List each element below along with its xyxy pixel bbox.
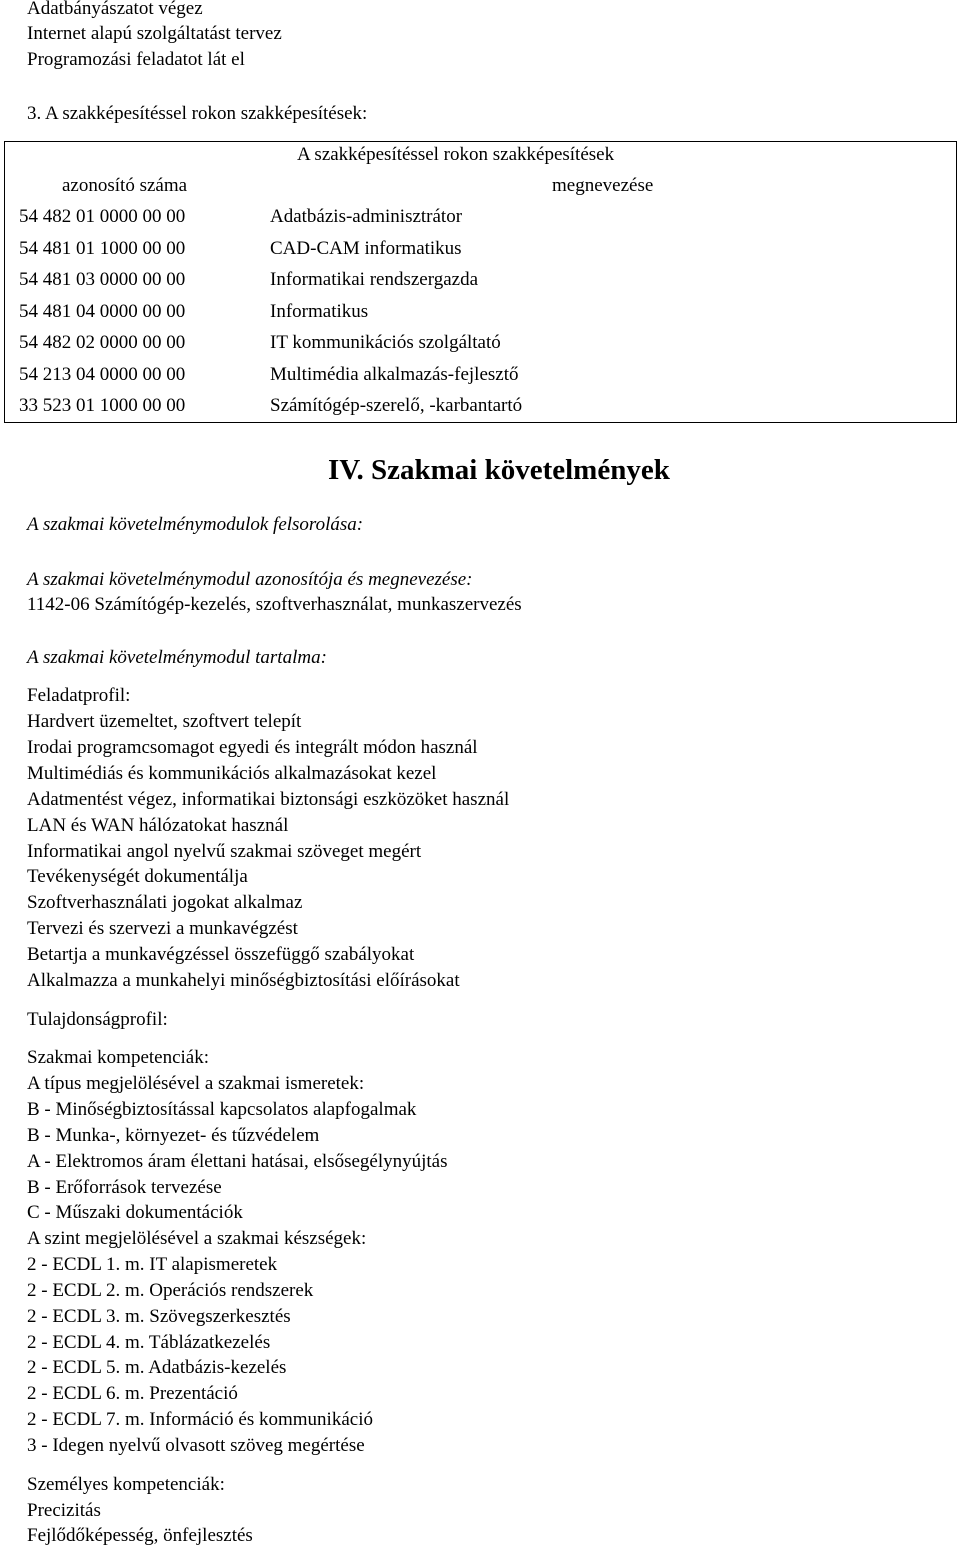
list-item: B - Munka-, környezet- és tűzvédelem [27,1125,320,1146]
list-item: 2 - ECDL 6. m. Prezentáció [27,1383,238,1404]
section4-heading: IV. Szakmai követelmények [328,454,670,486]
table-row [5,330,956,361]
qualification-code: 54 482 02 0000 00 00 [19,332,186,353]
knowledge-label: A típus megjelölésével a szakmai ismeretek: [27,1073,365,1094]
list-item: Adatmentést végez, informatikai biztonsági eszközöket használ [27,789,510,810]
table-row [5,299,956,330]
list-item: 2 - ECDL 1. m. IT alapismeretek [27,1254,278,1275]
list-item: Szoftverhasználati jogokat alkalmaz [27,892,303,913]
list-item: A - Elektromos áram élettani hatásai, elsősegélynyújtás [27,1151,448,1172]
module-id-label: A szakmai követelménymodul azonosítója és megnevezése: [27,569,473,590]
list-item: Fejlődőképesség, önfejlesztés [27,1525,253,1546]
table-header-name: megnevezése [552,175,654,196]
list-item: 2 - ECDL 7. m. Információ és kommunikáció [27,1409,373,1430]
table-header-row-2 [5,173,956,204]
list-item: 3 - Idegen nyelvű olvasott szöveg megértése [27,1435,365,1456]
qualification-name: Számítógép-szerelő, -karbantartó [270,395,523,416]
modules-list-label: A szakmai követelménymodulok felsorolása: [27,514,364,535]
list-item: B - Erőforrások tervezése [27,1177,222,1198]
list-item: Multimédiás és kommunikációs alkalmazásokat kezel [27,763,437,784]
qualification-name: Adatbázis-adminisztrátor [270,206,463,227]
personal-competencies-label: Személyes kompetenciák: [27,1474,225,1495]
module-content-label: A szakmai követelménymodul tartalma: [27,647,327,668]
skills-label: A szint megjelölésével a szakmai készségek: [27,1228,367,1249]
intro-line-2: Internet alapú szolgáltatást tervez [27,23,282,44]
list-item: Hardvert üzemeltet, szoftvert telepít [27,711,302,732]
qualification-name: Informatikus [270,301,369,322]
qualification-code: 54 481 04 0000 00 00 [19,301,186,322]
intro-line-1: Adatbányászatot végez [27,0,203,19]
list-item: Betartja a munkavégzéssel összefüggő szabályokat [27,944,415,965]
qualification-code: 54 481 01 1000 00 00 [19,238,186,259]
list-item: Tervezi és szervezi a munkavégzést [27,918,298,939]
table-header-main: A szakképesítéssel rokon szakképesítések [297,144,615,165]
list-item: Alkalmazza a munkahelyi minőségbiztosítási előírásokat [27,970,460,991]
qualification-name: CAD-CAM informatikus [270,238,462,259]
list-item: B - Minőségbiztosítással kapcsolatos alapfogalmak [27,1099,417,1120]
table-header-code: azonosító száma [62,175,188,196]
list-item: Tevékenységét dokumentálja [27,866,248,887]
table-row [5,267,956,298]
list-item: 2 - ECDL 3. m. Szövegszerkesztés [27,1306,291,1327]
task-profile-label: Feladatprofil: [27,685,131,706]
list-item: Precizitás [27,1500,101,1521]
table-row [5,362,956,393]
professional-competencies-label: Szakmai kompetenciák: [27,1047,210,1068]
list-item: Informatikai angol nyelvű szakmai szöveget megért [27,841,422,862]
qualification-name: Informatikai rendszergazda [270,269,479,290]
related-qualifications-table [4,141,957,423]
qualification-code: 54 481 03 0000 00 00 [19,269,186,290]
property-profile-label: Tulajdonságprofil: [27,1009,168,1030]
list-item: 2 - ECDL 5. m. Adatbázis-kezelés [27,1357,287,1378]
section3-title: 3. A szakképesítéssel rokon szakképesítések: [27,103,368,124]
intro-line-3: Programozási feladatot lát el [27,49,245,70]
list-item: 2 - ECDL 2. m. Operációs rendszerek [27,1280,314,1301]
table-row [5,236,956,267]
module-id-value: 1142-06 Számítógép-kezelés, szoftverhasználat, munkaszervezés [27,594,522,615]
table-row [5,393,956,424]
table-header-row-1 [5,142,956,173]
qualification-code: 54 482 01 0000 00 00 [19,206,186,227]
table-row [5,204,956,235]
list-item: 2 - ECDL 4. m. Táblázatkezelés [27,1332,271,1353]
qualification-name: IT kommunikációs szolgáltató [270,332,501,353]
list-item: Irodai programcsomagot egyedi és integrált módon használ [27,737,478,758]
qualification-code: 33 523 01 1000 00 00 [19,395,186,416]
list-item: C - Műszaki dokumentációk [27,1202,243,1223]
qualification-code: 54 213 04 0000 00 00 [19,364,186,385]
list-item: LAN és WAN hálózatokat használ [27,815,289,836]
qualification-name: Multimédia alkalmazás-fejlesztő [270,364,519,385]
